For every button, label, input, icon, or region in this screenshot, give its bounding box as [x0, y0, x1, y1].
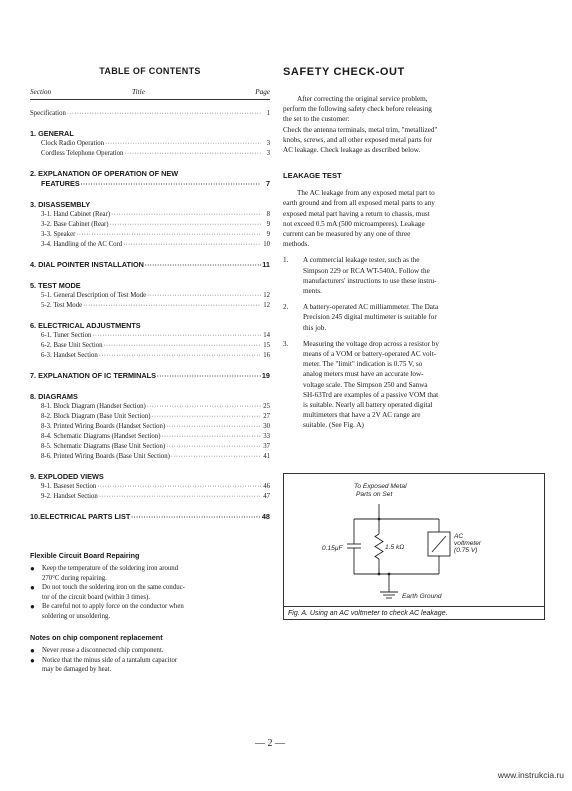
method-number: 3.: [283, 339, 289, 348]
toc-row-specification: Specification ····· 1: [30, 109, 270, 119]
toc-entry: 8-5. Schematic Diagrams (Base Unit Section) ····· 37: [30, 442, 270, 452]
toc-entry: 3-4. Handling of the AC Cord ····· 10: [30, 240, 270, 250]
leakage-methods-list: [283, 255, 545, 430]
leakage-test-title: LEAKAGE TEST: [283, 171, 342, 181]
note-bullet: [30, 656, 270, 675]
bullet-text: Notice that the minus side of a tantalum capacitor may be damaged by heat.: [42, 656, 178, 673]
voltmeter-needle: [432, 536, 446, 552]
note-bullet: [30, 564, 270, 583]
fig-label-ac: AC: [454, 533, 464, 540]
toc-column-header: [30, 88, 270, 100]
toc-col-section: Section: [30, 88, 52, 96]
method-number: 2.: [283, 303, 289, 312]
toc-entry: Cordless Telephone Operation ····· 3: [30, 149, 270, 159]
toc-entry: 6-3. Handset Section ····· 16: [30, 351, 270, 361]
safety-check-out: [283, 66, 545, 437]
toc-title: TABLE OF CONTENTS: [99, 66, 201, 76]
safety-title: SAFETY CHECK-OUT: [283, 66, 405, 78]
page-number: — 2 —: [255, 738, 285, 749]
toc-section: [30, 281, 270, 311]
toc-entry: 6-1. Tuner Section ····· 14: [30, 331, 270, 341]
bullet-dot: ●: [30, 583, 35, 592]
flex-circuit-notes: [30, 551, 270, 621]
toc-entry: 8-3. Printed Wiring Boards (Handset Section) ····· 30: [30, 422, 270, 432]
fig-label-resistor: 1.5 kΩ: [385, 544, 405, 551]
flex-notes-title: Flexible Circuit Board Repairing: [30, 551, 140, 560]
fig-label-earth-ground: Earth Ground: [402, 593, 442, 600]
watermark: www.instrukcia.ru: [497, 770, 564, 780]
toc-entry: 3-2. Base Cabinet (Rear) ····· 9: [30, 220, 270, 230]
method-text: A commercial leakage tester, such as the Simpson 229 or RCA WT-540A. Follow the manufacturers' instructions to use these instru- ments.: [303, 256, 437, 296]
toc-section-title: 4. DIAL POINTER INSTALLATION ····· 11: [30, 260, 270, 271]
toc-section: [30, 321, 270, 361]
toc-section: [30, 392, 270, 462]
toc-section-title: 10.ELECTRICAL PARTS LIST ····· 48: [30, 512, 270, 523]
toc-entry: 6-2. Base Unit Section ····· 15: [30, 341, 270, 351]
table-of-contents: [30, 66, 270, 675]
toc-section: [30, 371, 270, 382]
leakage-method: [283, 302, 545, 333]
bullet-dot: ●: [30, 646, 35, 655]
toc-col-page: Page: [255, 88, 270, 96]
toc-section-title: 9. EXPLODED VIEWS: [30, 472, 104, 481]
method-number: 1.: [283, 256, 289, 265]
toc-section-title: 2. EXPLANATION OF OPERATION OF NEW: [30, 169, 179, 178]
bullet-dot: ●: [30, 564, 35, 573]
toc-section-title: 6. ELECTRICAL ADJUSTMENTS: [30, 321, 141, 330]
toc-sections: [30, 129, 270, 523]
toc-entry: Clock Radio Operation ····· 3: [30, 139, 270, 149]
method-text: Measuring the voltage drop across a resistor by means of a VOM or battery-operated AC volt- meter. The "limit" indication is 0.75 V, so analog meters must have an accurate low- voltage scale. The Simpson 250 and Sanwa SH-63Trd are examples of a passive VOM that is suitable. Nearly all battery operated digital multimeters that have a 2V AC range are suitable. (See Fig. A): [303, 339, 439, 430]
fig-label-capacitor: 0.15μF: [322, 545, 343, 552]
figure-a: [283, 473, 545, 620]
method-text: A battery-operated AC milliammeter. The Data Precision 245 digital multimeter is suitable for this job.: [303, 303, 439, 332]
toc-entry: 8-1. Block Diagram (Handset Section) ····· 25: [30, 402, 270, 412]
bullet-text: Do not touch the soldering iron on the same conduc- tor of the circuit board (within 3 times).: [42, 584, 185, 601]
toc-entry: 9-1. Baseset Section ····· 46: [30, 482, 270, 492]
toc-section-title: FEATURES ····· 7: [30, 179, 270, 190]
toc-section-title: 1. GENERAL: [30, 129, 74, 138]
toc-section: [30, 472, 270, 502]
toc-entry: 9-2. Handset Section ····· 47: [30, 492, 270, 502]
bullet-dot: ●: [30, 655, 35, 665]
chip-notes-title: Notes on chip component replacement: [30, 633, 163, 642]
fig-label-parts-on-set: Parts on Set: [356, 491, 393, 498]
toc-section-title: 7. EXPLANATION OF IC TERMINALS ····· 19: [30, 371, 270, 382]
toc-section-title: 5. TEST MODE: [30, 281, 81, 290]
toc-entry: 5-1. General Description of Test Mode ····· 12: [30, 291, 270, 301]
toc-entry: 3-1. Hand Cabinet (Rear) ····· 8: [30, 210, 270, 220]
fig-label-exposed-metal: To Exposed Metal: [354, 483, 407, 490]
leakage-method: [283, 339, 545, 431]
chip-component-notes: [30, 633, 270, 675]
toc-col-title: Title: [132, 88, 145, 96]
figure-caption: Fig. A. Using an AC voltmeter to check AC leakage.: [288, 610, 448, 617]
toc-section: [30, 200, 270, 250]
toc-section: [30, 129, 270, 159]
note-bullet: [30, 602, 270, 621]
toc-section: [30, 169, 270, 190]
leakage-test-paragraph: The AC leakage from any exposed metal part to earth ground and from all exposed metal parts to any exposed metal part having a return to chassis, must not exceed 0.5 mA (500 microamperes). Leakage current can be measured by any one of three methods.: [283, 189, 435, 249]
toc-entry: 3-3. Speaker ····· 9: [30, 230, 270, 240]
bullet-text: Keep the temperature of the soldering iron around 270°C during repairing.: [42, 565, 179, 582]
resistor-zigzag: [375, 534, 383, 559]
fig-label-voltage: (0.75 V): [454, 547, 478, 554]
safety-intro-paragraph: After correcting the original service problem, perform the following safety check before releasing the set to the customer: Check the antenna terminals, metal trim, "metallized" knobs, screws, and all other exposed metal parts for AC leakage. Check leakage as described below.: [283, 95, 438, 155]
fig-label-voltmeter: voltmeter: [454, 540, 482, 547]
toc-entry: 8-4. Schematic Diagrams (Handset Section) ····· 33: [30, 432, 270, 442]
note-bullet: [30, 583, 270, 602]
leakage-method: [283, 255, 545, 296]
toc-section: [30, 260, 270, 271]
toc-section-title: 3. DISASSEMBLY: [30, 200, 91, 209]
toc-entry: 5-2. Test Mode ····· 12: [30, 301, 270, 311]
toc-entry: 8-6. Printed Wiring Boards (Base Unit Section) ····· 41: [30, 452, 270, 462]
bullet-text: Never reuse a disconnected chip component.: [42, 647, 164, 654]
toc-entry: 8-2. Block Diagram (Base Unit Section) ····· 27: [30, 412, 270, 422]
note-bullet: [30, 646, 270, 656]
toc-section-title: 8. DIAGRAMS: [30, 392, 78, 401]
bullet-dot: ●: [30, 602, 35, 611]
leakage-circuit-diagram: [284, 474, 544, 619]
toc-section: [30, 512, 270, 523]
bullet-text: Be careful not to apply force on the conductor when soldering or unsoldering.: [42, 603, 184, 620]
